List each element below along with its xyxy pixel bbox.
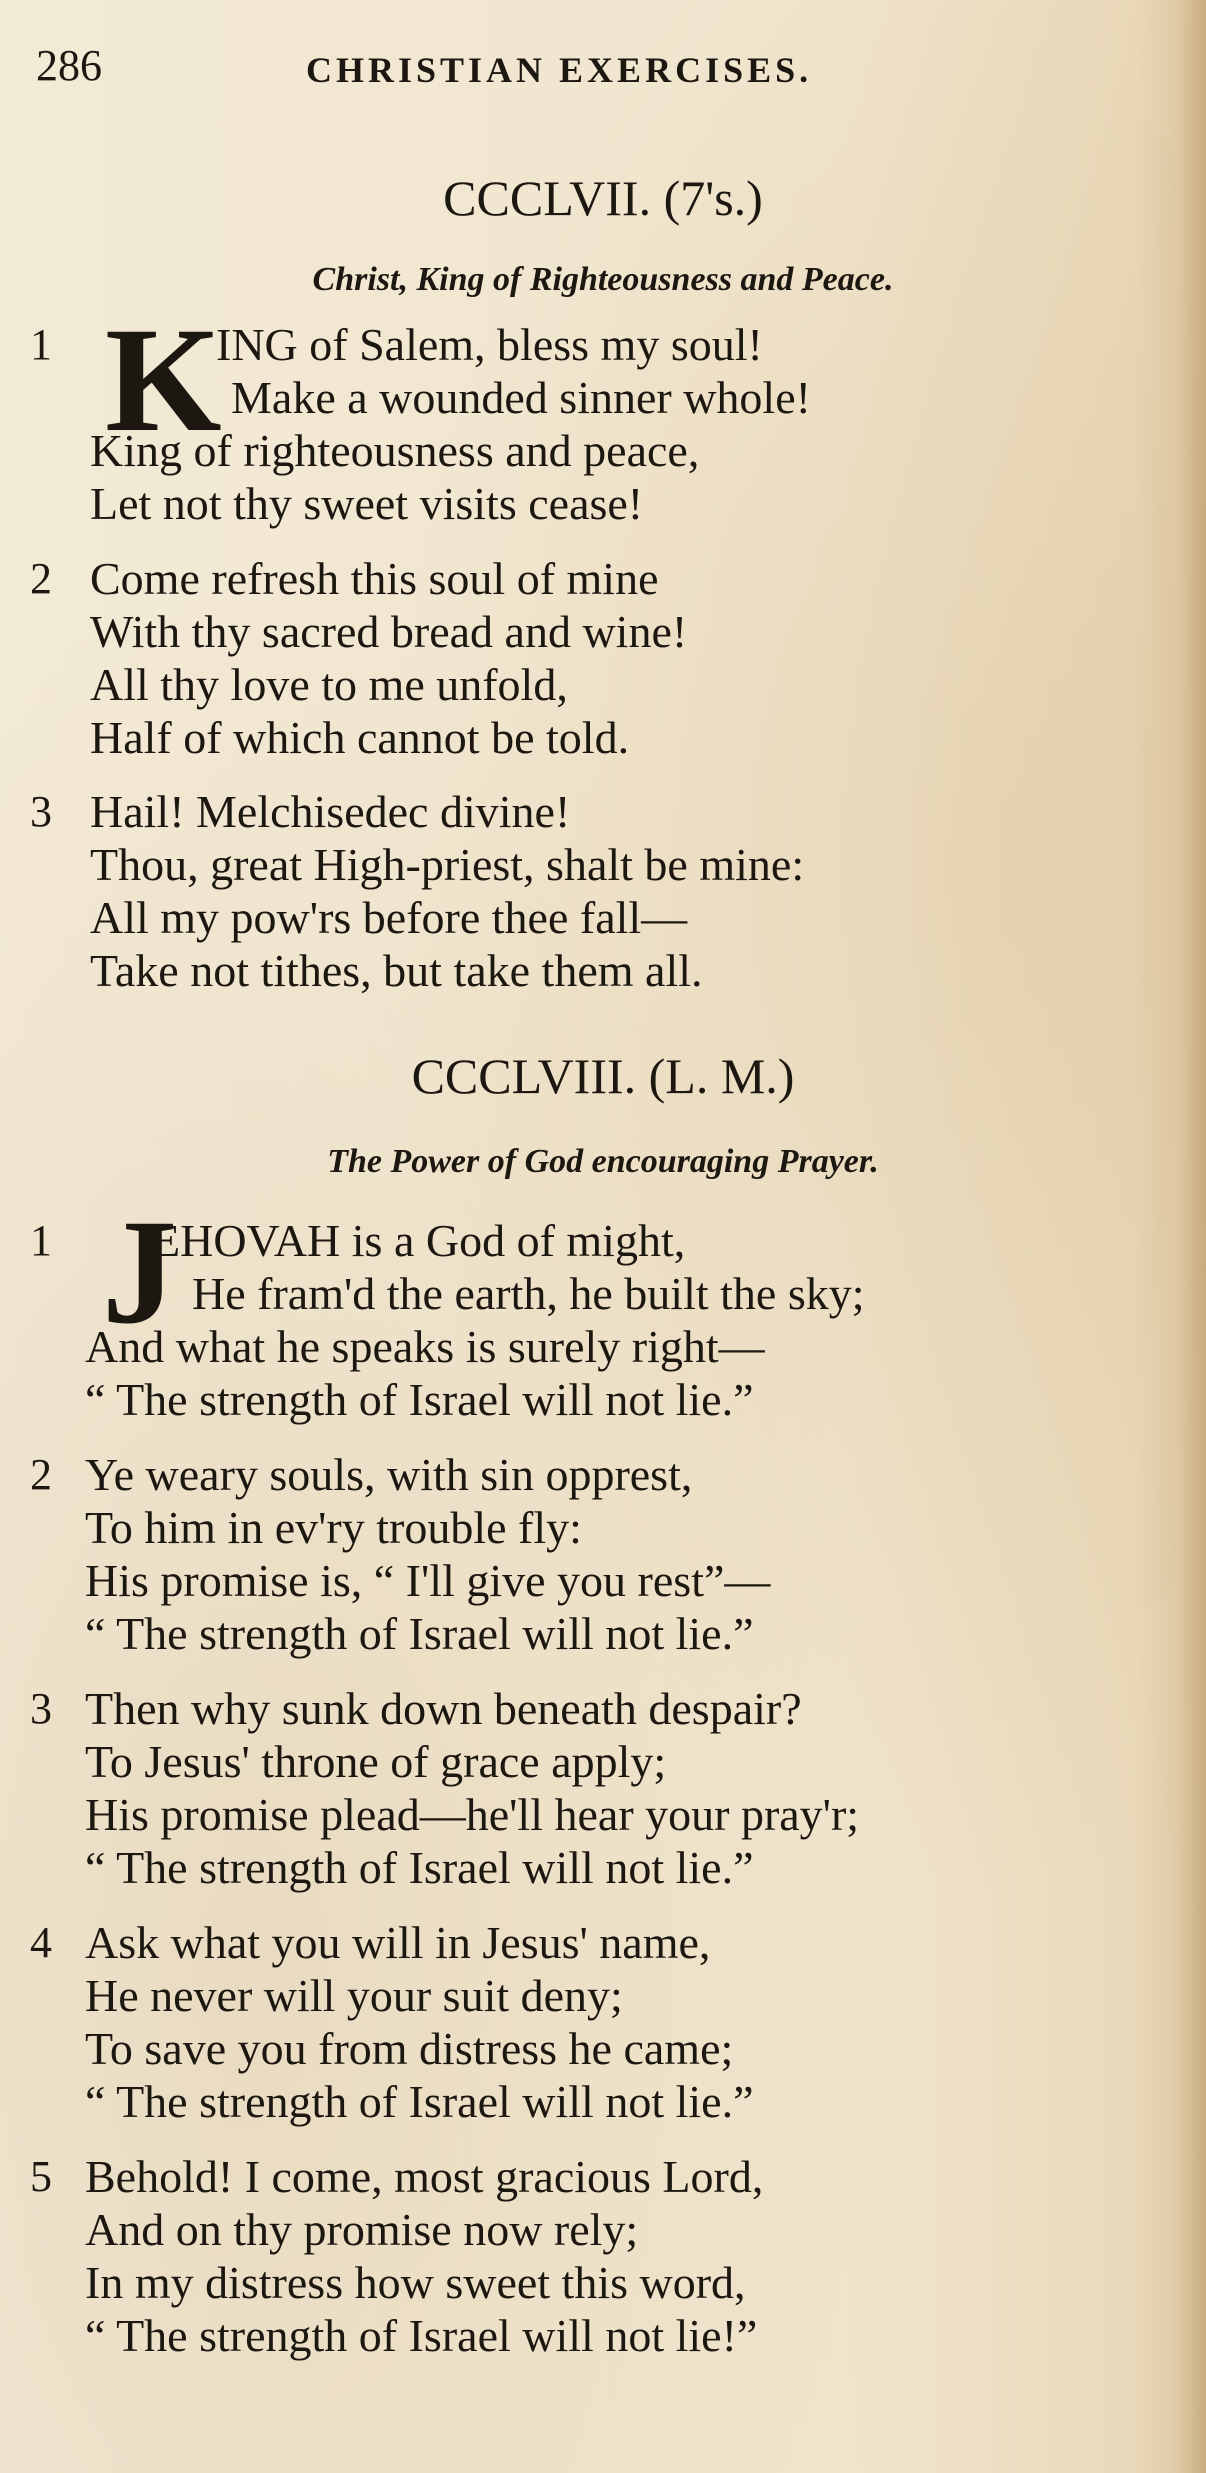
verse-line: Ask what you will in Jesus' name, <box>85 1917 711 1968</box>
hymn-subtitle: The Power of God encouraging Prayer. <box>327 1143 879 1180</box>
running-head: CHRISTIAN EXERCISES. <box>306 50 813 90</box>
page-edge-shadow <box>1178 0 1206 2473</box>
verse-line: Hail! Melchisedec divine! <box>90 786 571 837</box>
verse-line: Thou, great High-priest, shalt be mine: <box>90 839 805 890</box>
verse-line: “ The strength of Israel will not lie.” <box>85 1374 754 1425</box>
verse-line: He never will your suit deny; <box>85 1970 623 2021</box>
verse-line: Ye weary souls, with sin opprest, <box>85 1449 693 1500</box>
verse-line: All my pow'rs before thee fall— <box>90 892 688 943</box>
verse-line: “ The strength of Israel will not lie.” <box>85 1842 754 1893</box>
verse-line: Take not tithes, but take them all. <box>90 945 703 996</box>
stanza-number: 2 <box>30 554 52 603</box>
drop-cap: J <box>102 1189 177 1355</box>
page-header <box>36 36 1146 96</box>
verse-line: Let not thy sweet visits cease! <box>90 478 644 529</box>
verse-line: Then why sunk down beneath despair? <box>85 1683 802 1734</box>
stanza-number: 2 <box>30 1450 52 1499</box>
hymn-subtitle: Christ, King of Righteousness and Peace. <box>312 261 894 298</box>
verse-line: To save you from distress he came; <box>85 2023 734 2074</box>
verse-line: To him in ev'ry trouble fly: <box>85 1502 582 1553</box>
verse-line: EHOVAH is a God of might, <box>152 1215 686 1266</box>
verse-line: “ The strength of Israel will not lie.” <box>85 1608 754 1659</box>
verse-line: All thy love to me unfold, <box>90 659 568 710</box>
verse-line: Half of which cannot be told. <box>90 712 630 763</box>
verse-line: His promise is, “ I'll give you rest”— <box>85 1555 771 1606</box>
verse-line: To Jesus' throne of grace apply; <box>85 1736 667 1787</box>
page-number: 286 <box>36 41 102 90</box>
stanza-number: 1 <box>30 1216 52 1265</box>
verse-line: In my distress how sweet this word, <box>85 2257 746 2308</box>
verse-line: Behold! I come, most gracious Lord, <box>85 2151 764 2202</box>
verse-line: King of righteousness and peace, <box>90 425 700 476</box>
verse-line: “ The strength of Israel will not lie!” <box>85 2310 758 2361</box>
stanza-number: 1 <box>30 320 52 369</box>
verse-line: With thy sacred bread and wine! <box>90 606 688 657</box>
verse-line: “ The strength of Israel will not lie.” <box>85 2076 754 2127</box>
stanza-number: 5 <box>30 2152 52 2201</box>
verse-line: His promise plead—he'll hear your pray'r; <box>85 1789 860 1840</box>
verse-line: He fram'd the earth, he built the sky; <box>192 1268 865 1319</box>
stanza-number: 3 <box>30 1684 52 1733</box>
drop-cap: K <box>105 297 222 463</box>
verse-line: Make a wounded sinner whole! <box>231 372 811 423</box>
verse-line: And what he speaks is surely right— <box>85 1321 765 1372</box>
hymn-number: CCCLVIII. (L. M.) <box>411 1048 795 1104</box>
verse-line: Come refresh this soul of mine <box>90 553 659 604</box>
verse-line: ING of Salem, bless my soul! <box>216 319 763 370</box>
hymn-number: CCCLVII. (7's.) <box>443 170 763 226</box>
verse-line: And on thy promise now rely; <box>85 2204 639 2255</box>
stanza-number: 4 <box>30 1918 52 1967</box>
stanza-number: 3 <box>30 787 52 836</box>
